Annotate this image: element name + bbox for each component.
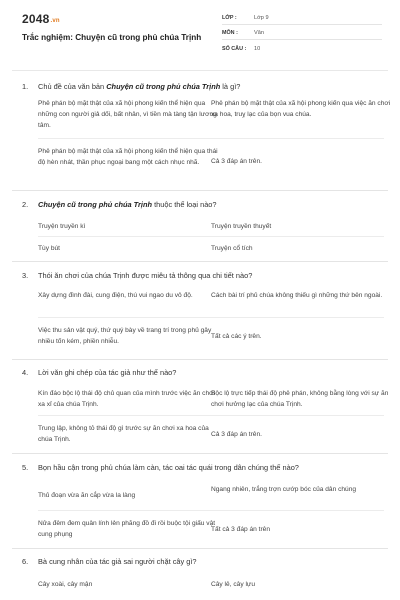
question-text: Bà cung nhân của tác giả sai người chặt cây gì? (38, 557, 197, 566)
question-text: Bọn hầu cận trong phủ chúa làm càn, tác oai tác quái trong dân chúng thế nào? (38, 463, 299, 472)
answer-option-c[interactable]: Việc thu sản vật quý, thứ quý bày về trang trí trong phủ gây nhiều tốn kém, phiền nhiễu. (38, 327, 212, 346)
question-number: 1. (22, 82, 29, 91)
answer-option-c[interactable]: Phê phán bộ mặt thật của xã hội phong kiến thể hiện qua thái độ hèn nhát, thần phục ngoại bang một cách nhục nhã. (38, 148, 218, 167)
meta-value: Lớp 9 (254, 15, 269, 21)
option-divider (38, 317, 384, 318)
question-text: Chủ đề của văn bản Chuyện cũ trong phủ chúa Trịnh là gì? (38, 82, 241, 91)
answer-option-c[interactable]: Nửa đêm đem quân lính lẻn phăng đồ đi rồi buộc tội giấu vật cung phụng (38, 520, 216, 539)
answer-option-b[interactable]: Cách bài trí phủ chúa không thiếu gì những thứ bên ngoài. (211, 292, 383, 299)
question-text: Lời văn ghi chép của tác giả như thế nào? (38, 368, 177, 377)
quiz-title: Trắc nghiệm: Chuyện cũ trong phủ chúa Trịnh (22, 33, 202, 42)
meta-value: 10 (254, 45, 261, 52)
meta-label: LỚP : (222, 15, 237, 21)
question-divider (12, 261, 388, 262)
option-divider (38, 236, 384, 237)
meta-label: SỐ CÂU : (222, 45, 247, 52)
site-logo[interactable]: 2048.vn (22, 12, 60, 26)
quiz-meta (222, 12, 382, 57)
meta-value: Văn (254, 30, 264, 36)
question-number: 5. (22, 463, 29, 472)
question-divider (12, 190, 388, 191)
question-number: 3. (22, 271, 29, 280)
option-divider (38, 510, 384, 511)
answer-option-a[interactable]: Cây xoài, cây mận (38, 581, 93, 588)
option-divider (38, 415, 384, 416)
question-text: Chuyện cũ trong phủ chúa Trịnh thuộc thể loại nào? (38, 200, 217, 209)
quiz-header (0, 0, 400, 66)
question-divider (12, 453, 388, 454)
meta-count (222, 42, 382, 55)
answer-option-a[interactable]: Thủ đoạn vừa ăn cắp vừa la làng (38, 492, 136, 499)
answer-option-c[interactable]: Trung lập, không tỏ thái độ gì trước sự ăn chơi xa hoa của chúa Trịnh. (38, 425, 209, 444)
answer-option-b[interactable]: Bộc lộ trực tiếp thái độ phê phán, không bằng lòng với sự ăn chơi hưởng lạc của chúa Trịnh. (211, 390, 389, 409)
question-number: 4. (22, 368, 29, 377)
answer-option-a[interactable]: Phê phán bộ mặt thật của xã hội phong kiến thể hiện qua những con người giả dối, bất nhân, vì tiền mà tàng tận lương tâm. (38, 100, 217, 130)
answer-option-d[interactable]: Cả 3 đáp án trên. (211, 431, 262, 438)
question-divider (12, 359, 388, 360)
answer-option-d[interactable]: Cả 3 đáp án trên. (211, 158, 262, 165)
answer-option-c[interactable]: Tùy bút (38, 245, 60, 252)
question-number: 6. (22, 557, 29, 566)
question-text: Thói ăn chơi của chúa Trịnh được miêu tả thông qua chi tiết nào? (38, 271, 253, 280)
answer-option-b[interactable]: Truyện truyền thuyết (211, 223, 272, 230)
question-divider (12, 548, 388, 549)
meta-subject (222, 27, 382, 40)
answer-option-d[interactable]: Truyện cổ tích (211, 245, 253, 252)
answer-option-d[interactable]: Tất cả 3 đáp án trên (211, 526, 271, 533)
answer-option-b[interactable]: Phê phán bộ mặt thật của xã hội phong kiến qua việc ăn chơi xa hoa, truỵ lạc của bọn vua chúa. (211, 100, 391, 119)
question-number: 2. (22, 200, 29, 209)
answer-option-a[interactable]: Xây dựng đình đài, cung điện, thú vui ngao du vô độ. (38, 292, 193, 299)
answer-option-b[interactable]: Ngang nhiên, trắng trợn cướp bóc của dân chúng (211, 486, 357, 493)
answer-option-a[interactable]: Truyện truyền kì (38, 223, 86, 230)
answer-option-d[interactable]: Tất cả các ý trên. (211, 333, 262, 340)
answer-option-b[interactable]: Cây lê, cây lựu (211, 581, 255, 588)
meta-label: MÔN : (222, 30, 238, 36)
meta-class (222, 12, 382, 25)
header-divider (12, 70, 388, 71)
option-divider (38, 138, 384, 139)
answer-option-a[interactable]: Kín đáo bộc lộ thái độ chủ quan của mình trước việc ăn chơi xa xỉ của chúa Trịnh. (38, 390, 215, 409)
